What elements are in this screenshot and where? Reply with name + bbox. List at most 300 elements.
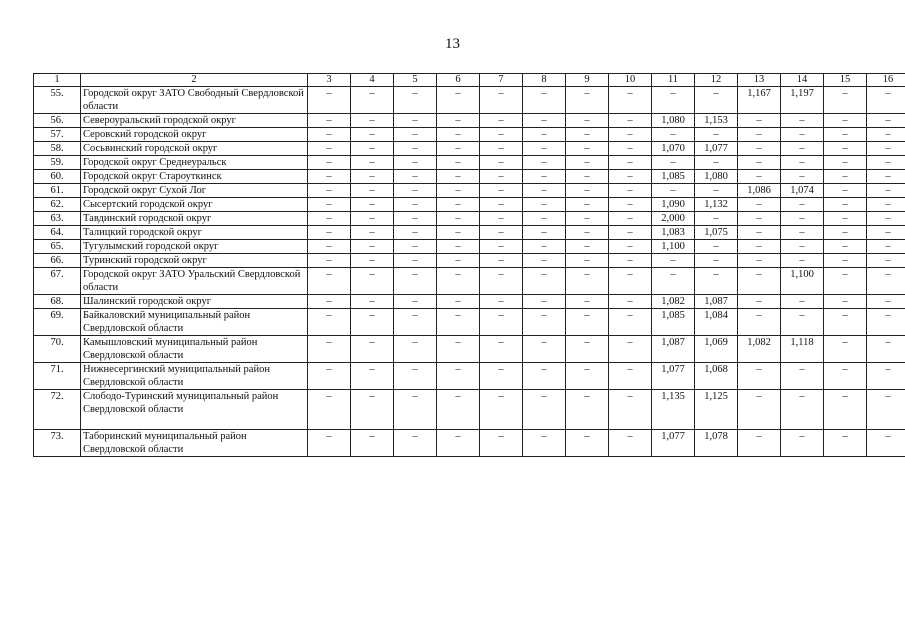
row-number: 65.: [34, 240, 81, 254]
header-cell: 6: [437, 74, 480, 87]
value-cell: –: [867, 295, 905, 309]
header-cell: 2: [81, 74, 308, 87]
value-cell: –: [480, 212, 523, 226]
value-cell: –: [824, 198, 867, 212]
value-cell: –: [781, 430, 824, 457]
municipality-name: Тугулымский городской округ: [81, 240, 308, 254]
value-cell: 1,197: [781, 87, 824, 114]
value-cell: –: [609, 309, 652, 336]
value-cell: –: [738, 226, 781, 240]
value-cell: –: [867, 268, 905, 295]
value-cell: –: [824, 254, 867, 268]
value-cell: –: [437, 198, 480, 212]
table-body: [34, 74, 905, 457]
value-cell: –: [351, 184, 394, 198]
value-cell: –: [308, 198, 351, 212]
value-cell: –: [609, 156, 652, 170]
value-cell: –: [738, 254, 781, 268]
row-number: 62.: [34, 198, 81, 212]
value-cell: 1,077: [695, 142, 738, 156]
header-cell: 15: [824, 74, 867, 87]
value-cell: –: [351, 268, 394, 295]
value-cell: 1,125: [695, 390, 738, 430]
value-cell: –: [394, 268, 437, 295]
row-number: 73.: [34, 430, 81, 457]
value-cell: –: [480, 309, 523, 336]
value-cell: 1,082: [738, 336, 781, 363]
municipality-name: Камышловский муниципальный район Свердловской области: [81, 336, 308, 363]
value-cell: –: [824, 430, 867, 457]
value-cell: –: [609, 336, 652, 363]
value-cell: –: [394, 336, 437, 363]
header-cell: 14: [781, 74, 824, 87]
municipality-name: Городской округ ЗАТО Уральский Свердловской области: [81, 268, 308, 295]
value-cell: –: [437, 363, 480, 390]
table-row: [34, 254, 905, 268]
row-number: 69.: [34, 309, 81, 336]
municipality-name: Североуральский городской округ: [81, 114, 308, 128]
value-cell: –: [308, 184, 351, 198]
value-cell: –: [867, 198, 905, 212]
value-cell: –: [652, 184, 695, 198]
value-cell: –: [824, 128, 867, 142]
value-cell: –: [437, 184, 480, 198]
row-number: 70.: [34, 336, 81, 363]
header-cell: 5: [394, 74, 437, 87]
value-cell: –: [738, 114, 781, 128]
value-cell: –: [437, 142, 480, 156]
value-cell: –: [394, 142, 437, 156]
row-number: 56.: [34, 114, 81, 128]
header-cell: 9: [566, 74, 609, 87]
municipality-name: Шалинский городской округ: [81, 295, 308, 309]
value-cell: –: [738, 240, 781, 254]
header-cell: 7: [480, 74, 523, 87]
value-cell: 1,087: [695, 295, 738, 309]
value-cell: –: [652, 87, 695, 114]
value-cell: –: [351, 226, 394, 240]
table-row: [34, 170, 905, 184]
value-cell: –: [566, 295, 609, 309]
value-cell: –: [609, 170, 652, 184]
value-cell: –: [437, 309, 480, 336]
table-row: [34, 336, 905, 363]
value-cell: –: [867, 184, 905, 198]
value-cell: –: [566, 390, 609, 430]
value-cell: –: [824, 295, 867, 309]
municipality-name: Городской округ ЗАТО Свободный Свердловской области: [81, 87, 308, 114]
value-cell: –: [609, 184, 652, 198]
value-cell: –: [738, 390, 781, 430]
value-cell: –: [394, 390, 437, 430]
value-cell: –: [695, 128, 738, 142]
value-cell: –: [523, 309, 566, 336]
value-cell: –: [824, 268, 867, 295]
value-cell: –: [523, 114, 566, 128]
value-cell: –: [609, 114, 652, 128]
value-cell: –: [824, 142, 867, 156]
value-cell: –: [351, 128, 394, 142]
value-cell: –: [738, 268, 781, 295]
value-cell: –: [824, 336, 867, 363]
value-cell: –: [609, 390, 652, 430]
value-cell: –: [867, 390, 905, 430]
value-cell: –: [566, 309, 609, 336]
value-cell: –: [824, 170, 867, 184]
value-cell: –: [394, 226, 437, 240]
value-cell: –: [523, 254, 566, 268]
value-cell: –: [394, 295, 437, 309]
value-cell: –: [480, 198, 523, 212]
value-cell: 1,080: [695, 170, 738, 184]
value-cell: 1,074: [781, 184, 824, 198]
value-cell: –: [609, 254, 652, 268]
value-cell: –: [652, 268, 695, 295]
value-cell: –: [523, 212, 566, 226]
value-cell: –: [480, 170, 523, 184]
value-cell: 1,085: [652, 170, 695, 184]
value-cell: –: [394, 254, 437, 268]
header-cell: 13: [738, 74, 781, 87]
value-cell: –: [609, 212, 652, 226]
value-cell: –: [867, 240, 905, 254]
value-cell: –: [824, 87, 867, 114]
table-row: [34, 87, 905, 114]
value-cell: –: [523, 226, 566, 240]
value-cell: –: [781, 128, 824, 142]
value-cell: –: [609, 142, 652, 156]
value-cell: –: [351, 170, 394, 184]
value-cell: –: [867, 309, 905, 336]
value-cell: –: [781, 170, 824, 184]
municipality-name: Туринский городской округ: [81, 254, 308, 268]
value-cell: 1,078: [695, 430, 738, 457]
value-cell: –: [437, 390, 480, 430]
value-cell: –: [394, 170, 437, 184]
value-cell: –: [351, 390, 394, 430]
table-row: [34, 198, 905, 212]
value-cell: –: [523, 198, 566, 212]
value-cell: –: [867, 87, 905, 114]
value-cell: –: [523, 142, 566, 156]
value-cell: –: [566, 142, 609, 156]
value-cell: –: [480, 142, 523, 156]
municipality-name: Слободо-Туринский муниципальный район Свердловской области: [81, 390, 308, 430]
value-cell: –: [695, 156, 738, 170]
value-cell: –: [824, 184, 867, 198]
table-row: [34, 295, 905, 309]
value-cell: –: [523, 170, 566, 184]
value-cell: –: [523, 156, 566, 170]
value-cell: 1,068: [695, 363, 738, 390]
value-cell: –: [609, 430, 652, 457]
value-cell: –: [566, 268, 609, 295]
value-cell: –: [394, 156, 437, 170]
value-cell: –: [308, 114, 351, 128]
value-cell: –: [566, 87, 609, 114]
value-cell: –: [609, 268, 652, 295]
value-cell: –: [781, 226, 824, 240]
value-cell: 1,118: [781, 336, 824, 363]
value-cell: –: [394, 87, 437, 114]
value-cell: –: [738, 128, 781, 142]
value-cell: 1,069: [695, 336, 738, 363]
value-cell: –: [308, 128, 351, 142]
value-cell: –: [566, 156, 609, 170]
table-row: [34, 212, 905, 226]
value-cell: –: [308, 336, 351, 363]
value-cell: –: [394, 184, 437, 198]
value-cell: –: [437, 295, 480, 309]
value-cell: –: [480, 156, 523, 170]
value-cell: –: [480, 268, 523, 295]
value-cell: 1,100: [781, 268, 824, 295]
value-cell: –: [351, 309, 394, 336]
value-cell: –: [437, 254, 480, 268]
value-cell: –: [351, 198, 394, 212]
header-cell: 10: [609, 74, 652, 87]
municipality-name: Городской округ Сухой Лог: [81, 184, 308, 198]
municipality-name: Тавдинский городской округ: [81, 212, 308, 226]
value-cell: –: [867, 254, 905, 268]
table-row: [34, 268, 905, 295]
table-row: [34, 240, 905, 254]
table-row: [34, 128, 905, 142]
value-cell: –: [566, 198, 609, 212]
value-cell: –: [781, 212, 824, 226]
value-cell: –: [480, 114, 523, 128]
value-cell: –: [652, 254, 695, 268]
header-cell: 8: [523, 74, 566, 87]
value-cell: –: [308, 295, 351, 309]
value-cell: 1,077: [652, 430, 695, 457]
municipality-name: Городской округ Староуткинск: [81, 170, 308, 184]
value-cell: –: [566, 128, 609, 142]
value-cell: –: [566, 212, 609, 226]
value-cell: –: [609, 128, 652, 142]
value-cell: –: [824, 156, 867, 170]
value-cell: –: [308, 240, 351, 254]
value-cell: –: [437, 430, 480, 457]
value-cell: –: [695, 268, 738, 295]
value-cell: –: [308, 430, 351, 457]
value-cell: –: [695, 254, 738, 268]
value-cell: –: [566, 240, 609, 254]
value-cell: –: [867, 156, 905, 170]
value-cell: –: [523, 336, 566, 363]
value-cell: –: [480, 87, 523, 114]
value-cell: –: [523, 430, 566, 457]
table-row: [34, 363, 905, 390]
table-row: [34, 156, 905, 170]
value-cell: –: [523, 87, 566, 114]
value-cell: –: [695, 240, 738, 254]
value-cell: –: [609, 226, 652, 240]
value-cell: –: [652, 156, 695, 170]
table-row: [34, 390, 905, 430]
value-cell: –: [695, 212, 738, 226]
value-cell: –: [308, 390, 351, 430]
value-cell: –: [867, 212, 905, 226]
value-cell: 1,090: [652, 198, 695, 212]
value-cell: –: [394, 114, 437, 128]
value-cell: –: [781, 254, 824, 268]
value-cell: 1,075: [695, 226, 738, 240]
value-cell: –: [480, 128, 523, 142]
data-table: [33, 73, 905, 457]
value-cell: –: [867, 430, 905, 457]
value-cell: –: [523, 363, 566, 390]
value-cell: –: [824, 309, 867, 336]
value-cell: –: [351, 430, 394, 457]
value-cell: –: [394, 240, 437, 254]
value-cell: –: [480, 390, 523, 430]
value-cell: –: [867, 128, 905, 142]
value-cell: –: [351, 114, 394, 128]
value-cell: –: [308, 226, 351, 240]
header-cell: 1: [34, 74, 81, 87]
value-cell: 1,132: [695, 198, 738, 212]
header-row: [34, 74, 905, 87]
value-cell: –: [566, 184, 609, 198]
header-cell: 12: [695, 74, 738, 87]
municipality-name: Сосьвинский городской округ: [81, 142, 308, 156]
value-cell: –: [437, 268, 480, 295]
value-cell: –: [351, 240, 394, 254]
municipality-name: Нижнесергинский муниципальный район Свердловской области: [81, 363, 308, 390]
value-cell: –: [738, 309, 781, 336]
table-row: [34, 184, 905, 198]
value-cell: –: [394, 198, 437, 212]
value-cell: –: [394, 309, 437, 336]
value-cell: –: [308, 268, 351, 295]
value-cell: –: [824, 212, 867, 226]
value-cell: –: [609, 87, 652, 114]
value-cell: –: [566, 430, 609, 457]
value-cell: –: [394, 430, 437, 457]
value-cell: –: [824, 363, 867, 390]
row-number: 58.: [34, 142, 81, 156]
value-cell: –: [308, 156, 351, 170]
value-cell: –: [437, 114, 480, 128]
value-cell: –: [738, 363, 781, 390]
row-number: 60.: [34, 170, 81, 184]
value-cell: –: [351, 212, 394, 226]
value-cell: –: [738, 198, 781, 212]
row-number: 55.: [34, 87, 81, 114]
value-cell: –: [824, 240, 867, 254]
value-cell: –: [308, 363, 351, 390]
value-cell: –: [867, 170, 905, 184]
value-cell: –: [781, 390, 824, 430]
row-number: 61.: [34, 184, 81, 198]
value-cell: –: [867, 336, 905, 363]
value-cell: –: [480, 184, 523, 198]
value-cell: –: [437, 240, 480, 254]
table-row: [34, 142, 905, 156]
row-number: 67.: [34, 268, 81, 295]
value-cell: –: [394, 212, 437, 226]
value-cell: –: [308, 170, 351, 184]
value-cell: –: [738, 170, 781, 184]
value-cell: 1,085: [652, 309, 695, 336]
value-cell: –: [308, 309, 351, 336]
value-cell: –: [480, 240, 523, 254]
value-cell: –: [480, 295, 523, 309]
value-cell: –: [437, 156, 480, 170]
table-row: [34, 226, 905, 240]
value-cell: –: [523, 240, 566, 254]
municipality-name: Городской округ Среднеуральск: [81, 156, 308, 170]
value-cell: –: [351, 254, 394, 268]
value-cell: –: [566, 114, 609, 128]
value-cell: –: [781, 309, 824, 336]
value-cell: –: [394, 128, 437, 142]
value-cell: 2,000: [652, 212, 695, 226]
row-number: 72.: [34, 390, 81, 430]
value-cell: –: [480, 226, 523, 240]
value-cell: –: [781, 363, 824, 390]
page-number: 13: [445, 36, 460, 52]
row-number: 68.: [34, 295, 81, 309]
value-cell: 1,153: [695, 114, 738, 128]
value-cell: –: [695, 87, 738, 114]
value-cell: –: [738, 142, 781, 156]
table-row: [34, 430, 905, 457]
row-number: 57.: [34, 128, 81, 142]
value-cell: –: [738, 156, 781, 170]
value-cell: –: [480, 254, 523, 268]
value-cell: –: [394, 363, 437, 390]
value-cell: –: [824, 390, 867, 430]
value-cell: –: [738, 430, 781, 457]
municipality-name: Талицкий городской округ: [81, 226, 308, 240]
value-cell: –: [867, 114, 905, 128]
value-cell: –: [566, 363, 609, 390]
value-cell: –: [609, 198, 652, 212]
value-cell: –: [437, 226, 480, 240]
value-cell: –: [437, 336, 480, 363]
row-number: 64.: [34, 226, 81, 240]
value-cell: –: [351, 295, 394, 309]
value-cell: 1,082: [652, 295, 695, 309]
value-cell: –: [609, 363, 652, 390]
value-cell: 1,087: [652, 336, 695, 363]
municipality-name: Байкаловский муниципальный район Свердловской области: [81, 309, 308, 336]
value-cell: –: [867, 142, 905, 156]
value-cell: –: [781, 156, 824, 170]
row-number: 71.: [34, 363, 81, 390]
value-cell: 1,167: [738, 87, 781, 114]
value-cell: –: [867, 363, 905, 390]
value-cell: –: [566, 226, 609, 240]
value-cell: –: [609, 240, 652, 254]
value-cell: –: [437, 212, 480, 226]
value-cell: 1,080: [652, 114, 695, 128]
value-cell: –: [566, 254, 609, 268]
value-cell: –: [781, 114, 824, 128]
municipality-name: Сысертский городской округ: [81, 198, 308, 212]
value-cell: –: [652, 128, 695, 142]
value-cell: –: [523, 268, 566, 295]
row-number: 63.: [34, 212, 81, 226]
value-cell: –: [351, 336, 394, 363]
value-cell: –: [867, 226, 905, 240]
value-cell: –: [824, 114, 867, 128]
value-cell: 1,086: [738, 184, 781, 198]
value-cell: –: [824, 226, 867, 240]
header-cell: 4: [351, 74, 394, 87]
